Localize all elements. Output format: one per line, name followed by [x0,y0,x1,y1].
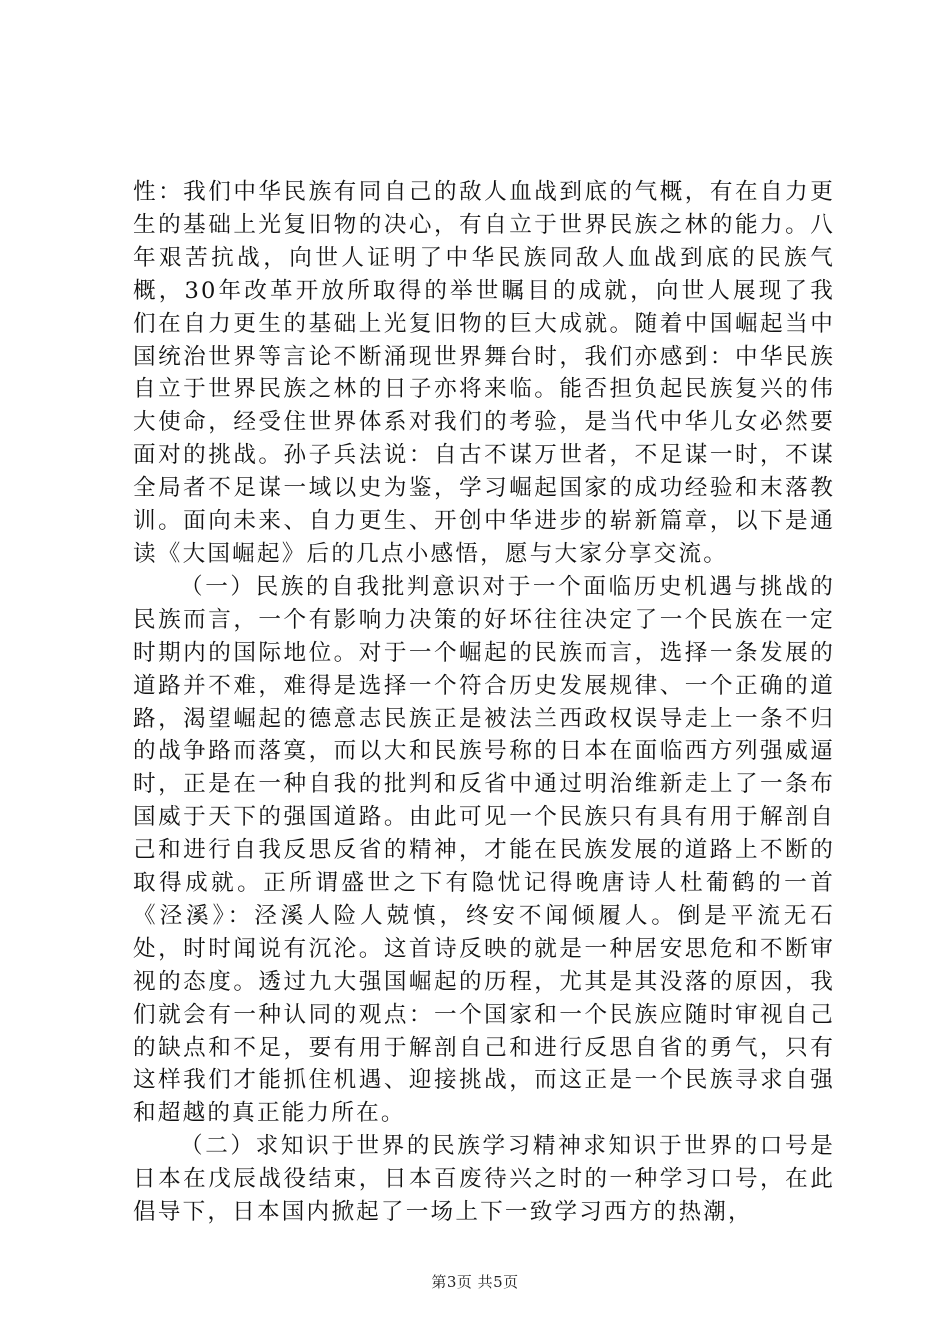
document-body [133,176,835,1229]
paragraph-section-one: （一）民族的自我批判意识对于一个面临历史机遇与挑战的民族而言，一个有影响力决策的好坏往往决定了一个民族在一定时期内的国际地位。对于一个崛起的民族而言，选择一条发展的道路并不难，难得是选择一个符合历史发展规律、一个正确的道路，渴望崛起的德意志民族正是被法兰西政权误导走上一条不归的战争路而落寞，而以大和民族号称的日本在面临西方列强威逼时，正是在一种自我的批判和反省中通过明治维新走上了一条布国威于天下的强国道路。由此可见一个民族只有具有用于解剖自己和进行自我反思反省的精神，才能在民族发展的道路上不断的取得成就。正所谓盛世之下有隐忧记得晚唐诗人杜葡鹤的一首《泾溪》：泾溪人险人兢慎，终安不闻倾履人。倒是平流无石处，时时闻说有沉沦。这首诗反映的就是一种居安思危和不断审视的态度。透过九大强国崛起的历程，尤其是其没落的原因，我们就会有一种认同的观点：一个国家和一个民族应随时审视自己的缺点和不足，要有用于解剖自己和进行反思自省的勇气，只有这样我们才能抓住机遇、迎接挑战，而这正是一个民族寻求自强和超越的真正能力所在。 [133,573,835,1127]
page-number-label: 第3页 共5页 [431,1273,519,1291]
paragraph-section-two: （二）求知识于世界的民族学习精神求知识于世界的口号是日本在戊辰战役结束，日本百废待兴之时的一种学习口号，在此倡导下，日本国内掀起了一场上下一致学习西方的热潮， [133,1133,835,1226]
page-footer [0,1271,950,1292]
paragraph-continuation: 性：我们中华民族有同自己的敌人血战到底的气概，有在自力更生的基础上光复旧物的决心，有自立于世界民族之林的能力。八年艰苦抗战，向世人证明了中华民族同敌人血战到底的民族气概，30年改革开放所取得的举世瞩目的成就，向世人展现了我们在自力更生的基础上光复旧物的巨大成就。随着中国崛起当中国统治世界等言论不断涌现世界舞台时，我们亦感到：中华民族自立于世界民族之林的日子亦将来临。能否担负起民族复兴的伟大使命，经受住世界体系对我们的考验，是当代中华儿女必然要面对的挑战。孙子兵法说：自古不谋万世者，不足谋一时，不谋全局者不足谋一域以史为鉴，学习崛起国家的成功经验和末落教训。面向未来、自力更生、开创中华进步的崭新篇章，以下是通读《大国崛起》后的几点小感悟，愿与大家分享交流。 [133,179,835,567]
